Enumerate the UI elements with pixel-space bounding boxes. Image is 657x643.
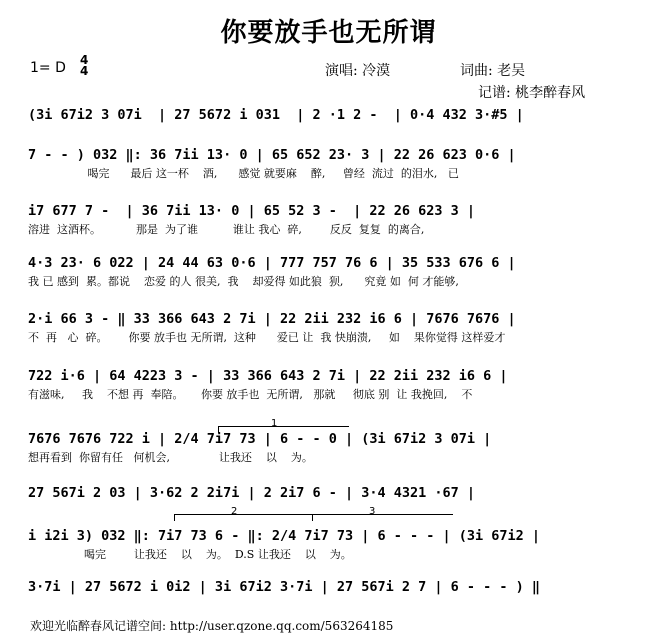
volta-number-1: 1 bbox=[271, 418, 278, 429]
notation-row-4: 4·3 23· 6 022 | 24 44 63 0·6 | 777 757 76 6 | 35 533 676 6 | bbox=[28, 255, 516, 271]
lyrics-row-9: 喝完 让我还 以 为。 D.S 让我还 以 为。 bbox=[28, 548, 352, 561]
footer-note: 欢迎光临醉春风记谱空间: http://user.qzone.qq.com/563264185 bbox=[30, 619, 394, 633]
key-signature: 1= D bbox=[30, 60, 66, 76]
notation-row-8: 27 567i 2 03 | 3·62 2 2i7i | 2 2i7 6 - | 3·4 4321 ·67 | bbox=[28, 485, 476, 501]
lyrics-row-5: 不 再 心 碎。 你要 放手也 无所谓, 这种 爱已 让 我 快崩溃, 如 果你觉得 这样爱才 bbox=[28, 331, 506, 344]
notation-row-3: i7 677 7 - | 36 7ii 13· 0 | 65 52 3 - | 22 26 623 3 | bbox=[28, 203, 476, 219]
song-title: 你要放手也无所谓 bbox=[220, 18, 437, 48]
notation-row-7: 7676 7676 722 i | 2/4 7i7 73 | 6 - - 0 | (3i 67i2 3 07i | bbox=[28, 431, 492, 447]
notation-row-9: i i2i 3) 032 ‖: 7i7 73 6 - ‖: 2/4 7i7 73 | 6 - - - | (3i 67i2 | bbox=[28, 528, 541, 544]
notation-row-2: 7 - - ) 032 ‖: 36 7ii 13· 0 | 65 652 23· 3 | 22 26 623 0·6 | bbox=[28, 147, 516, 163]
time-signature-top: 4 bbox=[80, 53, 89, 67]
singer-credit: 演唱: 冷漠 bbox=[325, 63, 391, 79]
notation-row-1: (3i 67i2 3 07i | 27 5672 i 031 | 2 ·1 2 - | 0·4 432 3·#5 | bbox=[28, 107, 524, 123]
lyrics-row-3: 溶进 这酒杯。 那是 为了谁 谁让 我心 碎, 反反 复复 的离合, bbox=[28, 223, 425, 236]
lyrics-row-7: 想再看到 你留有任 何机会, 让我还 以 为。 bbox=[28, 451, 313, 464]
time-signature bbox=[80, 55, 88, 77]
notation-row-10: 3·7i | 27 5672 i 0i2 | 3i 67i2 3·7i | 27 567i 2 7 | 6 - - - ) ‖ bbox=[28, 579, 541, 595]
volta-number-3: 3 bbox=[369, 506, 376, 517]
volta-bracket-3 bbox=[312, 506, 453, 521]
volta-bracket-2 bbox=[174, 506, 315, 521]
lyrics-row-2: 喝完 最后 这一杯 酒, 感觉 就要麻 醉, 曾经 流过 的泪水, 已 bbox=[28, 167, 459, 180]
notation-row-5: 2·i 66 3 - ‖ 33 366 643 2 7i | 22 2ii 232 i6 6 | 7676 7676 | bbox=[28, 311, 516, 327]
time-signature-bottom: 4 bbox=[80, 64, 89, 78]
volta-number-2: 2 bbox=[231, 506, 238, 517]
lyrics-row-4: 我 已 感到 累。都说 恋爱 的人 很美, 我 却爱得 如此狼 狈, 究竟 如 何 才能够, bbox=[28, 275, 459, 288]
transcriber-credit: 记谱: 桃李醉春风 bbox=[478, 85, 586, 101]
notation-row-6: 722 i·6 | 64 4223 3 - | 33 366 643 2 7i | 22 2ii 232 i6 6 | bbox=[28, 368, 508, 384]
composer-credit: 词曲: 老吴 bbox=[460, 63, 526, 79]
lyrics-row-6: 有滋味, 我 不想 再 奉陪。 你要 放手也 无所谓, 那就 彻底 别 让 我挽回, 不 bbox=[28, 388, 473, 401]
